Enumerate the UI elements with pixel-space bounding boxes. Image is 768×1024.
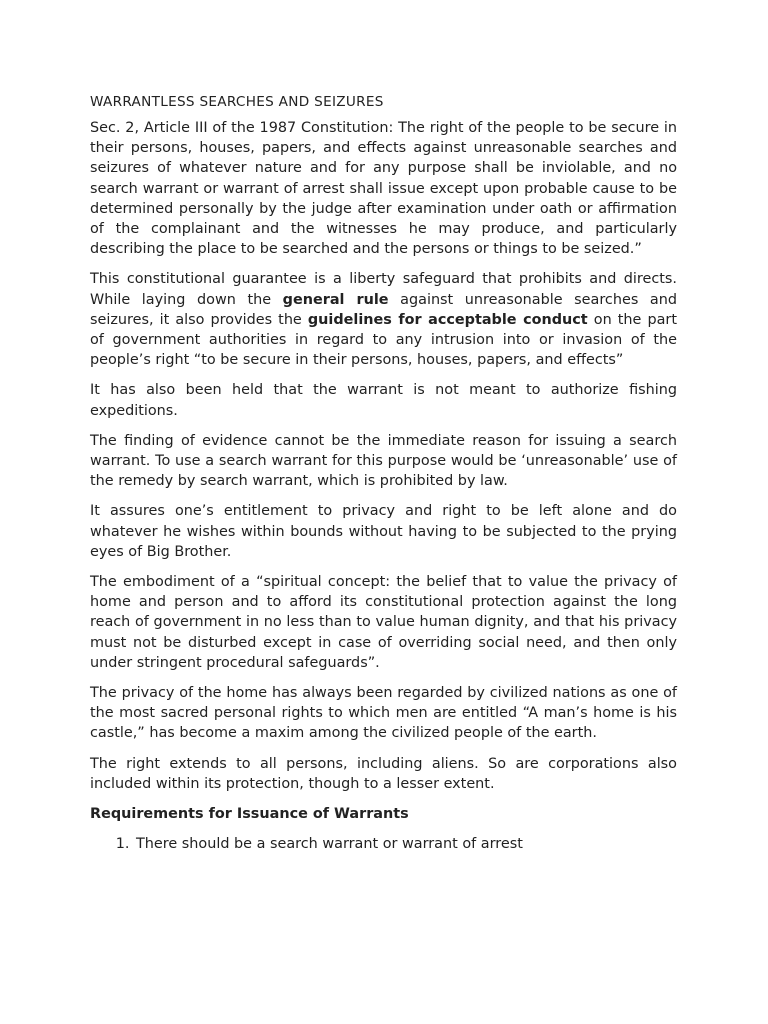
document-page (90, 92, 677, 855)
paragraph-finding-of-evidence: The finding of evidence cannot be the immediate reason for issuing a search warrant. To use a search warrant for this purpose would be ‘unreasonable’ use of the remedy by search warrant, which is prohibited by law. (90, 432, 677, 490)
paragraph-spiritual-concept: The embodiment of a “spiritual concept: the belief that to value the privacy of home and person and to afford its constitutional protection against the long reach of government in no less than to value human dignity, and that his privacy must not be disturbed except in case of overriding social need, and then only under stringent procedural safeguards”. (90, 574, 677, 671)
list-item: 1. There should be a search warrant or warrant of arrest (134, 834, 677, 854)
paragraph-liberty-safeguard (90, 269, 677, 370)
paragraph-right-extends: The right extends to all persons, including aliens. So are corporations also included within its protection, though to a lesser extent. (90, 755, 677, 792)
document-title: WARRANTLESS SEARCHES AND SEIZURES (90, 94, 384, 110)
paragraph-fishing-expeditions: It has also been held that the warrant is not meant to authorize fishing expeditions. (90, 382, 677, 419)
paragraph-privacy-of-home: The privacy of the home has always been regarded by civilized nations as one of the most sacred personal rights to which men are entitled “A man’s home is his castle,” has become a maxim among the civilized people of the earth. (90, 685, 677, 742)
paragraph-text: on the part of government authorities in regard to any intrusion into or invasion of the people’s right “to be secure in their persons, houses, papers, and effects” (90, 311, 677, 369)
paragraph-privacy-entitlement: It assures one’s entitlement to privacy and right to be left alone and do whatever he wishes within bounds without having to be subjected to the prying eyes of Big Brother. (90, 503, 677, 560)
requirements-list (90, 834, 677, 854)
paragraph-constitution-text: Sec. 2, Article III of the 1987 Constitution: The right of the people to be secure in their persons, houses, papers, and effects against unreasonable searches and seizures of whatever nature and for any purpose shall be inviolable, and no search warrant or warrant of arrest shall issue except upon probable cause to be determined personally by the judge after examination under oath or affirmation of the complainant and the witnesses he may produce, and particularly describing the place to be searched and the persons or things to be seized.” (90, 120, 677, 258)
section-heading-requirements: Requirements for Issuance of Warrants (90, 806, 409, 823)
emphasis-general-rule: general rule (282, 291, 389, 308)
paragraph-text: against unreasonable searches and seizures, it also provides the (90, 291, 677, 328)
paragraph-text: This constitutional guarantee is a liberty safeguard that prohibits and directs. While laying down the (90, 271, 677, 308)
emphasis-guidelines: guidelines for acceptable conduct (307, 311, 588, 328)
